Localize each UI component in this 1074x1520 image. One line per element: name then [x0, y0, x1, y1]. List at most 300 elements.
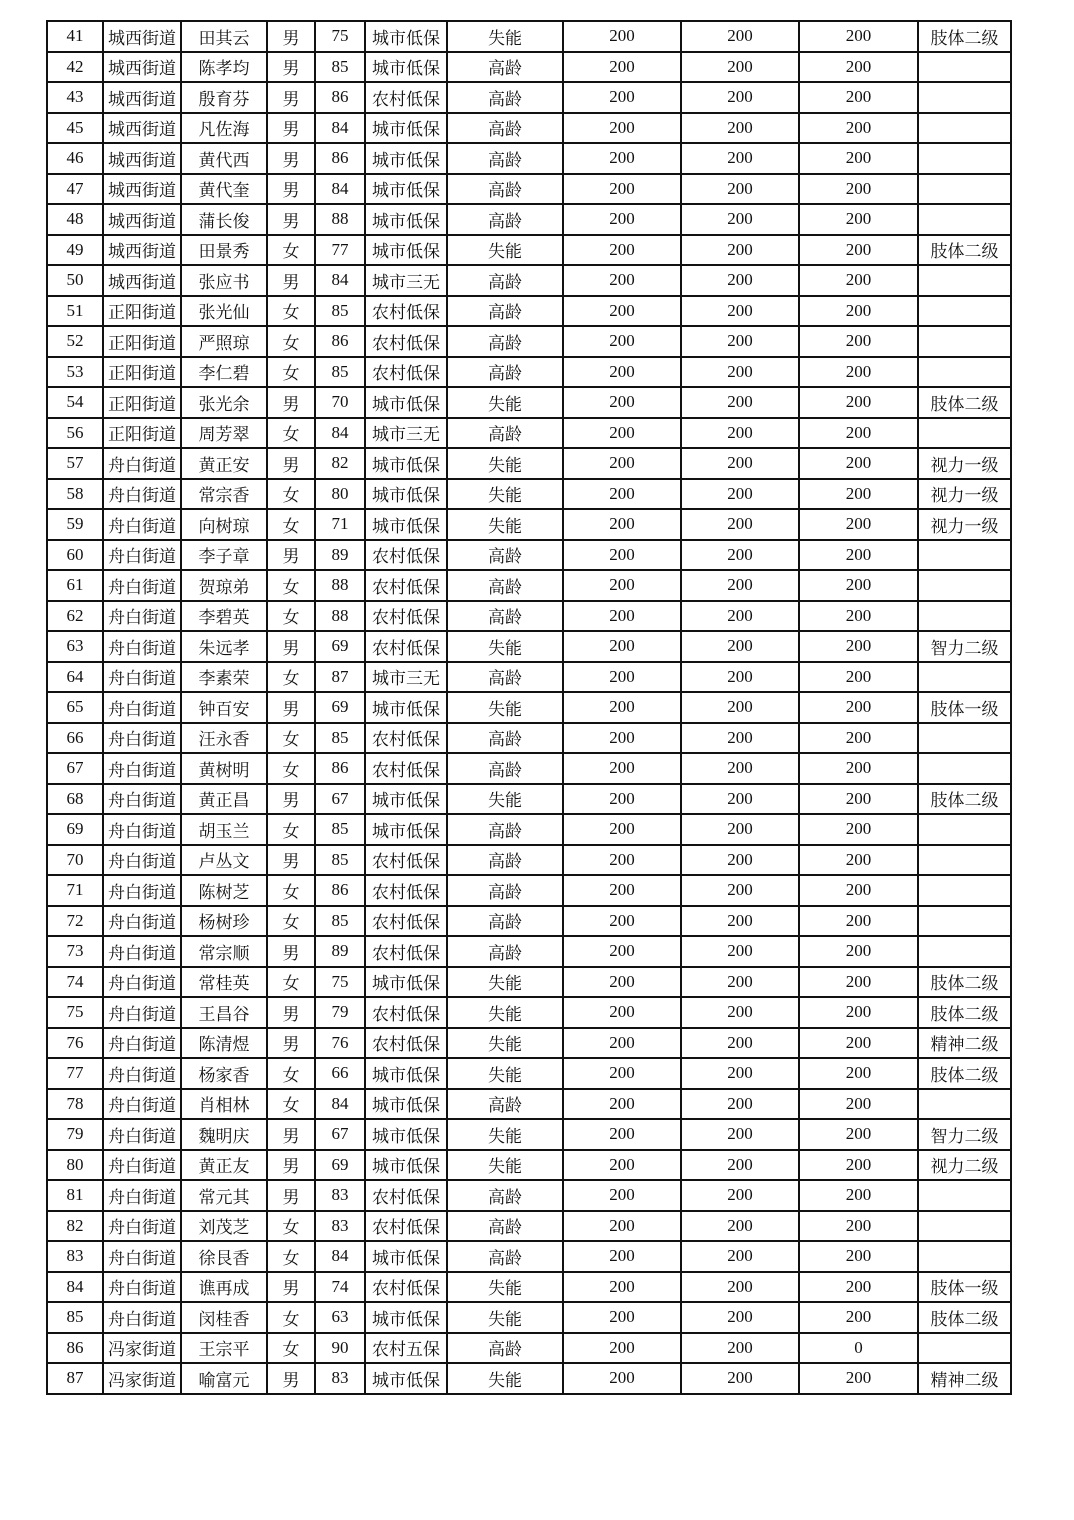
- age-cell: 84: [315, 113, 365, 144]
- amount-cell: 200: [563, 265, 681, 296]
- gender-cell: 女: [267, 326, 315, 357]
- amount-cell: 200: [681, 1211, 799, 1242]
- amount-cell: 200: [681, 1272, 799, 1303]
- age-cell: 80: [315, 479, 365, 510]
- seq-cell: 83: [47, 1241, 103, 1272]
- gender-cell: 男: [267, 540, 315, 571]
- disability-cell: 肢体二级: [918, 235, 1011, 266]
- amount-cell: 200: [799, 1150, 918, 1181]
- amount-cell: 200: [799, 479, 918, 510]
- amount-cell: 200: [681, 570, 799, 601]
- type-cell: 高龄: [447, 82, 563, 113]
- street-cell: 舟白街道: [103, 509, 181, 540]
- amount-cell: 200: [799, 967, 918, 998]
- amount-cell: 200: [563, 936, 681, 967]
- type-cell: 高龄: [447, 113, 563, 144]
- street-cell: 舟白街道: [103, 1150, 181, 1181]
- category-cell: 农村低保: [365, 723, 447, 754]
- table-row: [47, 601, 1011, 632]
- table-row: [47, 296, 1011, 327]
- category-cell: 农村低保: [365, 906, 447, 937]
- table-row: [47, 753, 1011, 784]
- table-row: [47, 1058, 1011, 1089]
- age-cell: 85: [315, 814, 365, 845]
- table-row: [47, 1150, 1011, 1181]
- gender-cell: 女: [267, 967, 315, 998]
- disability-cell: 精神二级: [918, 1028, 1011, 1059]
- seq-cell: 80: [47, 1150, 103, 1181]
- street-cell: 舟白街道: [103, 448, 181, 479]
- name-cell: 贺琼弟: [181, 570, 267, 601]
- disability-cell: 视力一级: [918, 479, 1011, 510]
- age-cell: 89: [315, 936, 365, 967]
- type-cell: 高龄: [447, 936, 563, 967]
- category-cell: 农村低保: [365, 875, 447, 906]
- table-row: [47, 265, 1011, 296]
- type-cell: 高龄: [447, 570, 563, 601]
- category-cell: 农村低保: [365, 631, 447, 662]
- name-cell: 常桂英: [181, 967, 267, 998]
- age-cell: 85: [315, 296, 365, 327]
- disability-cell: 智力二级: [918, 631, 1011, 662]
- street-cell: 舟白街道: [103, 997, 181, 1028]
- name-cell: 陈孝均: [181, 52, 267, 83]
- type-cell: 高龄: [447, 1333, 563, 1364]
- amount-cell: 200: [681, 448, 799, 479]
- amount-cell: 200: [799, 875, 918, 906]
- seq-cell: 61: [47, 570, 103, 601]
- amount-cell: 200: [681, 113, 799, 144]
- name-cell: 陈清煜: [181, 1028, 267, 1059]
- seq-cell: 74: [47, 967, 103, 998]
- name-cell: 李素荣: [181, 662, 267, 693]
- table-row: [47, 662, 1011, 693]
- age-cell: 74: [315, 1272, 365, 1303]
- category-cell: 农村低保: [365, 540, 447, 571]
- seq-cell: 85: [47, 1302, 103, 1333]
- type-cell: 高龄: [447, 1241, 563, 1272]
- disability-cell: [918, 204, 1011, 235]
- name-cell: 黄代西: [181, 143, 267, 174]
- table-body: [47, 21, 1011, 1394]
- seq-cell: 52: [47, 326, 103, 357]
- type-cell: 高龄: [447, 875, 563, 906]
- amount-cell: 200: [563, 1302, 681, 1333]
- age-cell: 75: [315, 967, 365, 998]
- amount-cell: 200: [681, 997, 799, 1028]
- disability-cell: [918, 357, 1011, 388]
- name-cell: 黄正安: [181, 448, 267, 479]
- table-row: [47, 52, 1011, 83]
- age-cell: 84: [315, 1241, 365, 1272]
- category-cell: 城市低保: [365, 1363, 447, 1394]
- amount-cell: 200: [563, 357, 681, 388]
- type-cell: 失能: [447, 1028, 563, 1059]
- amount-cell: 200: [681, 906, 799, 937]
- name-cell: 张应书: [181, 265, 267, 296]
- amount-cell: 200: [799, 204, 918, 235]
- disability-cell: 视力一级: [918, 448, 1011, 479]
- seq-cell: 73: [47, 936, 103, 967]
- seq-cell: 49: [47, 235, 103, 266]
- amount-cell: 200: [799, 357, 918, 388]
- category-cell: 城市低保: [365, 784, 447, 815]
- name-cell: 陈树芝: [181, 875, 267, 906]
- seq-cell: 62: [47, 601, 103, 632]
- seq-cell: 76: [47, 1028, 103, 1059]
- amount-cell: 200: [799, 143, 918, 174]
- amount-cell: 200: [681, 1333, 799, 1364]
- amount-cell: 200: [799, 692, 918, 723]
- seq-cell: 48: [47, 204, 103, 235]
- name-cell: 张光仙: [181, 296, 267, 327]
- amount-cell: 200: [681, 1180, 799, 1211]
- seq-cell: 86: [47, 1333, 103, 1364]
- seq-cell: 47: [47, 174, 103, 205]
- table-row: [47, 692, 1011, 723]
- amount-cell: 200: [799, 1302, 918, 1333]
- table-row: [47, 1272, 1011, 1303]
- category-cell: 农村低保: [365, 296, 447, 327]
- name-cell: 汪永香: [181, 723, 267, 754]
- age-cell: 86: [315, 82, 365, 113]
- category-cell: 城市低保: [365, 1058, 447, 1089]
- amount-cell: 200: [799, 265, 918, 296]
- name-cell: 田景秀: [181, 235, 267, 266]
- street-cell: 舟白街道: [103, 1302, 181, 1333]
- gender-cell: 女: [267, 1333, 315, 1364]
- name-cell: 常宗香: [181, 479, 267, 510]
- amount-cell: 200: [799, 936, 918, 967]
- amount-cell: 200: [799, 814, 918, 845]
- gender-cell: 女: [267, 296, 315, 327]
- gender-cell: 女: [267, 418, 315, 449]
- category-cell: 城市低保: [365, 1150, 447, 1181]
- name-cell: 黄正友: [181, 1150, 267, 1181]
- category-cell: 城市低保: [365, 1089, 447, 1120]
- type-cell: 失能: [447, 997, 563, 1028]
- amount-cell: 200: [563, 1211, 681, 1242]
- amount-cell: 200: [681, 540, 799, 571]
- street-cell: 舟白街道: [103, 936, 181, 967]
- table-row: [47, 204, 1011, 235]
- amount-cell: 200: [563, 174, 681, 205]
- gender-cell: 男: [267, 1028, 315, 1059]
- amount-cell: 200: [799, 296, 918, 327]
- type-cell: 高龄: [447, 418, 563, 449]
- table-row: [47, 235, 1011, 266]
- category-cell: 城市三无: [365, 662, 447, 693]
- table-row: [47, 387, 1011, 418]
- amount-cell: 200: [799, 1028, 918, 1059]
- age-cell: 69: [315, 1150, 365, 1181]
- disability-cell: 肢体一级: [918, 1272, 1011, 1303]
- disability-cell: [918, 1180, 1011, 1211]
- disability-cell: [918, 1333, 1011, 1364]
- type-cell: 失能: [447, 21, 563, 52]
- gender-cell: 女: [267, 875, 315, 906]
- seq-cell: 79: [47, 1119, 103, 1150]
- disability-cell: 肢体二级: [918, 784, 1011, 815]
- type-cell: 高龄: [447, 204, 563, 235]
- age-cell: 76: [315, 1028, 365, 1059]
- table-row: [47, 1180, 1011, 1211]
- type-cell: 高龄: [447, 723, 563, 754]
- street-cell: 舟白街道: [103, 1028, 181, 1059]
- type-cell: 高龄: [447, 753, 563, 784]
- age-cell: 85: [315, 845, 365, 876]
- seq-cell: 72: [47, 906, 103, 937]
- name-cell: 杨树珍: [181, 906, 267, 937]
- disability-cell: 精神二级: [918, 1363, 1011, 1394]
- amount-cell: 200: [799, 906, 918, 937]
- name-cell: 魏明庆: [181, 1119, 267, 1150]
- table-row: [47, 723, 1011, 754]
- table-row: [47, 1363, 1011, 1394]
- table-row: [47, 174, 1011, 205]
- amount-cell: 200: [799, 21, 918, 52]
- type-cell: 高龄: [447, 52, 563, 83]
- age-cell: 88: [315, 601, 365, 632]
- amount-cell: 200: [799, 174, 918, 205]
- amount-cell: 200: [681, 631, 799, 662]
- gender-cell: 男: [267, 784, 315, 815]
- category-cell: 城市低保: [365, 814, 447, 845]
- amount-cell: 200: [563, 814, 681, 845]
- amount-cell: 200: [563, 479, 681, 510]
- street-cell: 舟白街道: [103, 1211, 181, 1242]
- gender-cell: 女: [267, 1089, 315, 1120]
- type-cell: 失能: [447, 1272, 563, 1303]
- type-cell: 失能: [447, 784, 563, 815]
- amount-cell: 200: [681, 601, 799, 632]
- gender-cell: 男: [267, 113, 315, 144]
- street-cell: 正阳街道: [103, 357, 181, 388]
- type-cell: 失能: [447, 509, 563, 540]
- street-cell: 舟白街道: [103, 784, 181, 815]
- amount-cell: 200: [563, 418, 681, 449]
- age-cell: 84: [315, 174, 365, 205]
- type-cell: 高龄: [447, 326, 563, 357]
- amount-cell: 200: [799, 82, 918, 113]
- seq-cell: 77: [47, 1058, 103, 1089]
- amount-cell: 200: [799, 387, 918, 418]
- amount-cell: 200: [563, 784, 681, 815]
- type-cell: 高龄: [447, 1211, 563, 1242]
- table-row: [47, 814, 1011, 845]
- type-cell: 高龄: [447, 265, 563, 296]
- street-cell: 正阳街道: [103, 418, 181, 449]
- gender-cell: 男: [267, 936, 315, 967]
- amount-cell: 200: [799, 418, 918, 449]
- name-cell: 殷育芬: [181, 82, 267, 113]
- disability-cell: [918, 326, 1011, 357]
- category-cell: 城市低保: [365, 174, 447, 205]
- disability-cell: 肢体二级: [918, 1302, 1011, 1333]
- amount-cell: 200: [681, 326, 799, 357]
- disability-cell: [918, 265, 1011, 296]
- name-cell: 常元其: [181, 1180, 267, 1211]
- amount-cell: 200: [563, 21, 681, 52]
- amount-cell: 200: [681, 875, 799, 906]
- type-cell: 高龄: [447, 662, 563, 693]
- table-row: [47, 1089, 1011, 1120]
- amount-cell: 200: [681, 753, 799, 784]
- age-cell: 79: [315, 997, 365, 1028]
- amount-cell: 200: [681, 235, 799, 266]
- name-cell: 黄正昌: [181, 784, 267, 815]
- amount-cell: 200: [799, 1119, 918, 1150]
- table-row: [47, 1241, 1011, 1272]
- category-cell: 农村低保: [365, 1180, 447, 1211]
- table-row: [47, 1211, 1011, 1242]
- name-cell: 刘茂芝: [181, 1211, 267, 1242]
- amount-cell: 200: [681, 814, 799, 845]
- disability-cell: [918, 296, 1011, 327]
- street-cell: 舟白街道: [103, 967, 181, 998]
- table-row: [47, 967, 1011, 998]
- street-cell: 舟白街道: [103, 601, 181, 632]
- amount-cell: 200: [799, 448, 918, 479]
- street-cell: 舟白街道: [103, 814, 181, 845]
- amount-cell: 200: [563, 1180, 681, 1211]
- name-cell: 钟百安: [181, 692, 267, 723]
- category-cell: 城市低保: [365, 479, 447, 510]
- seq-cell: 45: [47, 113, 103, 144]
- street-cell: 舟白街道: [103, 1241, 181, 1272]
- street-cell: 舟白街道: [103, 1180, 181, 1211]
- category-cell: 农村低保: [365, 357, 447, 388]
- gender-cell: 男: [267, 387, 315, 418]
- amount-cell: 200: [563, 1272, 681, 1303]
- table-row: [47, 1119, 1011, 1150]
- disability-cell: [918, 143, 1011, 174]
- age-cell: 85: [315, 723, 365, 754]
- seq-cell: 65: [47, 692, 103, 723]
- table-row: [47, 570, 1011, 601]
- street-cell: 城西街道: [103, 21, 181, 52]
- street-cell: 城西街道: [103, 113, 181, 144]
- amount-cell: 200: [681, 723, 799, 754]
- category-cell: 农村低保: [365, 936, 447, 967]
- gender-cell: 男: [267, 692, 315, 723]
- disability-cell: [918, 418, 1011, 449]
- seq-cell: 50: [47, 265, 103, 296]
- street-cell: 城西街道: [103, 52, 181, 83]
- amount-cell: 200: [799, 540, 918, 571]
- amount-cell: 200: [799, 845, 918, 876]
- category-cell: 城市低保: [365, 967, 447, 998]
- category-cell: 农村低保: [365, 753, 447, 784]
- amount-cell: 200: [563, 1333, 681, 1364]
- name-cell: 李碧英: [181, 601, 267, 632]
- street-cell: 舟白街道: [103, 1272, 181, 1303]
- amount-cell: 200: [681, 662, 799, 693]
- table-row: [47, 448, 1011, 479]
- amount-cell: 200: [799, 1058, 918, 1089]
- age-cell: 88: [315, 570, 365, 601]
- amount-cell: 200: [563, 448, 681, 479]
- age-cell: 86: [315, 875, 365, 906]
- name-cell: 杨家香: [181, 1058, 267, 1089]
- type-cell: 高龄: [447, 357, 563, 388]
- type-cell: 失能: [447, 967, 563, 998]
- age-cell: 67: [315, 784, 365, 815]
- table-row: [47, 631, 1011, 662]
- gender-cell: 女: [267, 906, 315, 937]
- seq-cell: 78: [47, 1089, 103, 1120]
- seq-cell: 59: [47, 509, 103, 540]
- street-cell: 城西街道: [103, 265, 181, 296]
- amount-cell: 200: [563, 296, 681, 327]
- table-row: [47, 357, 1011, 388]
- disability-cell: [918, 52, 1011, 83]
- age-cell: 84: [315, 418, 365, 449]
- type-cell: 失能: [447, 479, 563, 510]
- street-cell: 舟白街道: [103, 540, 181, 571]
- gender-cell: 男: [267, 143, 315, 174]
- disability-cell: [918, 1211, 1011, 1242]
- seq-cell: 53: [47, 357, 103, 388]
- name-cell: 凡佐海: [181, 113, 267, 144]
- name-cell: 蒲长俊: [181, 204, 267, 235]
- name-cell: 喻富元: [181, 1363, 267, 1394]
- age-cell: 85: [315, 52, 365, 83]
- street-cell: 城西街道: [103, 174, 181, 205]
- category-cell: 农村低保: [365, 1211, 447, 1242]
- amount-cell: 200: [563, 1363, 681, 1394]
- amount-cell: 200: [563, 875, 681, 906]
- type-cell: 高龄: [447, 143, 563, 174]
- amount-cell: 200: [799, 601, 918, 632]
- name-cell: 王宗平: [181, 1333, 267, 1364]
- amount-cell: 200: [799, 1180, 918, 1211]
- gender-cell: 男: [267, 448, 315, 479]
- amount-cell: 200: [681, 967, 799, 998]
- amount-cell: 200: [563, 235, 681, 266]
- gender-cell: 女: [267, 479, 315, 510]
- seq-cell: 60: [47, 540, 103, 571]
- amount-cell: 200: [681, 21, 799, 52]
- gender-cell: 男: [267, 631, 315, 662]
- table-row: [47, 936, 1011, 967]
- table-row: [47, 1302, 1011, 1333]
- table-row: [47, 479, 1011, 510]
- disability-cell: 肢体二级: [918, 1058, 1011, 1089]
- street-cell: 冯家街道: [103, 1333, 181, 1364]
- disability-cell: [918, 845, 1011, 876]
- type-cell: 失能: [447, 387, 563, 418]
- amount-cell: 200: [681, 509, 799, 540]
- age-cell: 83: [315, 1363, 365, 1394]
- amount-cell: 200: [563, 997, 681, 1028]
- name-cell: 黄代奎: [181, 174, 267, 205]
- seq-cell: 51: [47, 296, 103, 327]
- gender-cell: 男: [267, 1363, 315, 1394]
- amount-cell: 200: [799, 509, 918, 540]
- age-cell: 77: [315, 235, 365, 266]
- type-cell: 高龄: [447, 296, 563, 327]
- disability-cell: 肢体二级: [918, 997, 1011, 1028]
- category-cell: 城市低保: [365, 692, 447, 723]
- amount-cell: 200: [563, 509, 681, 540]
- type-cell: 高龄: [447, 1180, 563, 1211]
- disability-cell: 视力二级: [918, 1150, 1011, 1181]
- category-cell: 农村低保: [365, 326, 447, 357]
- name-cell: 闵桂香: [181, 1302, 267, 1333]
- type-cell: 高龄: [447, 540, 563, 571]
- disability-cell: [918, 540, 1011, 571]
